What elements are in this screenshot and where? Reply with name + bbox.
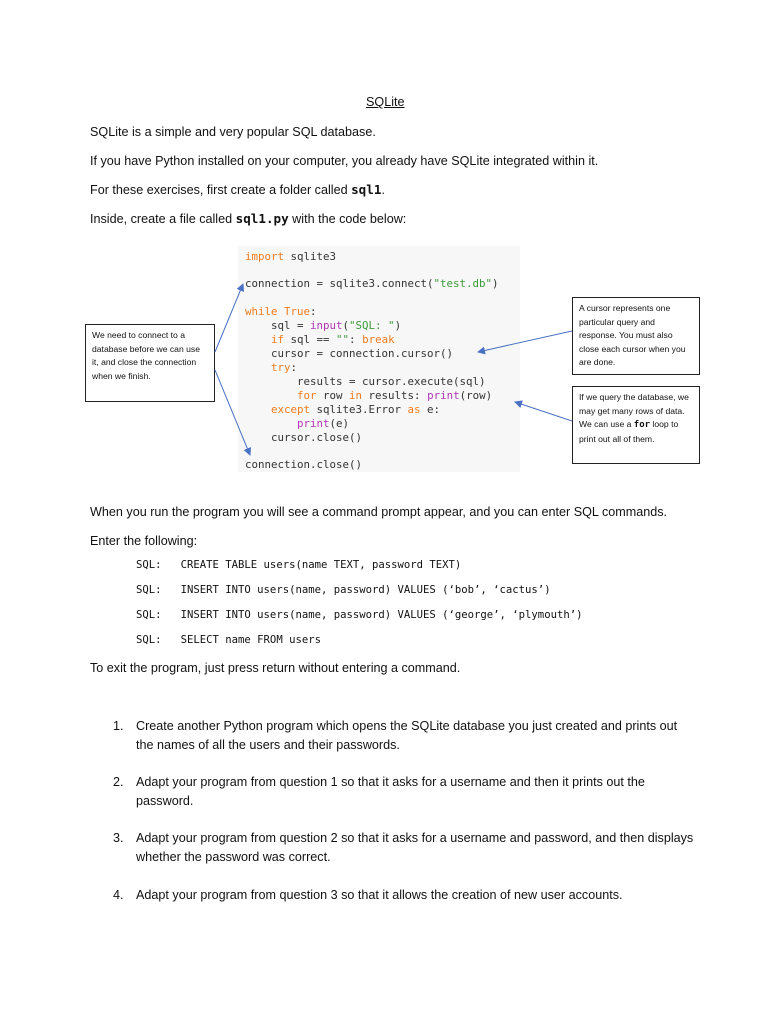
arrow-to-cursor bbox=[478, 331, 572, 352]
folder-name: sql1 bbox=[351, 182, 382, 197]
code-line-12: cursor.close() bbox=[245, 431, 363, 444]
folder-period: . bbox=[381, 183, 385, 197]
sql-line: SQL: SELECT name FROM users bbox=[136, 634, 321, 646]
for-loop-note-text-post: loop to print out all of them. bbox=[579, 419, 679, 444]
code-line-3: while True: bbox=[245, 305, 317, 318]
arrow-to-close bbox=[215, 370, 250, 455]
sql-line: SQL: INSERT INTO users(name, password) VALUES (‘george’, ‘plymouth’) bbox=[136, 609, 583, 621]
task-text: Adapt your program from question 1 so that it asks for a username and then it prints out the password. bbox=[136, 775, 645, 808]
arrow-to-for bbox=[515, 402, 572, 421]
for-keyword: for bbox=[633, 420, 651, 431]
for-loop-note-text: If we query the database, we may get many rows of data. We can use a bbox=[579, 392, 689, 430]
task-text: Create another Python program which opens the SQLite database you just created and prints out the names of all the users and their passwords. bbox=[136, 719, 678, 752]
task-text: Adapt your program from question 3 so that it allows the creation of new user accounts. bbox=[136, 888, 623, 902]
exit-paragraph: To exit the program, just press return without entering a command. bbox=[90, 661, 461, 675]
intro-paragraph: SQLite is a simple and very popular SQL database. bbox=[90, 125, 376, 139]
code-line-6: cursor = connection.cursor() bbox=[245, 347, 454, 360]
code-line-9: for row in results: print(row) bbox=[245, 389, 493, 402]
python-paragraph: If you have Python installed on your computer, you already have SQLite integrated within it. bbox=[90, 154, 599, 168]
code-line-8: results = cursor.execute(sql) bbox=[245, 375, 486, 388]
folder-text: For these exercises, first create a folder called bbox=[90, 183, 352, 197]
run-paragraph: When you run the program you will see a command prompt appear, and you can enter SQL commands. bbox=[90, 505, 668, 519]
code-line-5: if sql == "": break bbox=[245, 333, 395, 346]
task-text: Adapt your program from question 2 so that it asks for a username and password, and then displays whether the password was correct. bbox=[136, 831, 694, 864]
code-line-11: print(e) bbox=[245, 417, 350, 430]
page-title: SQLite bbox=[366, 95, 405, 109]
task-number: 4. bbox=[113, 888, 124, 902]
task-number: 3. bbox=[113, 831, 124, 845]
code-line-2: connection = sqlite3.connect("test.db") bbox=[245, 277, 499, 290]
sql-line: SQL: CREATE TABLE users(name TEXT, password TEXT) bbox=[136, 559, 462, 571]
cursor-note: A cursor represents one particular query and response. You must also close each cursor when you are done. bbox=[572, 297, 700, 375]
task-number: 1. bbox=[113, 719, 124, 733]
code-line-4: sql = input("SQL: ") bbox=[245, 319, 402, 332]
arrow-to-connect bbox=[215, 284, 243, 352]
file-text: Inside, create a file called bbox=[90, 212, 236, 226]
file-name: sql1.py bbox=[235, 211, 289, 226]
sql-line: SQL: INSERT INTO users(name, password) VALUES (‘bob’, ‘cactus’) bbox=[136, 584, 551, 596]
task-number: 2. bbox=[113, 775, 124, 789]
enter-paragraph: Enter the following: bbox=[90, 534, 198, 548]
code-line-7: try: bbox=[245, 361, 298, 374]
code-line-1: import sqlite3 bbox=[245, 250, 337, 263]
connection-note: We need to connect to a database before we can use it, and close the connection when we finish. bbox=[85, 324, 215, 402]
code-line-13: connection.close() bbox=[245, 458, 363, 471]
file-text-post: with the code below: bbox=[288, 212, 407, 226]
code-line-10: except sqlite3.Error as e: bbox=[245, 403, 441, 416]
